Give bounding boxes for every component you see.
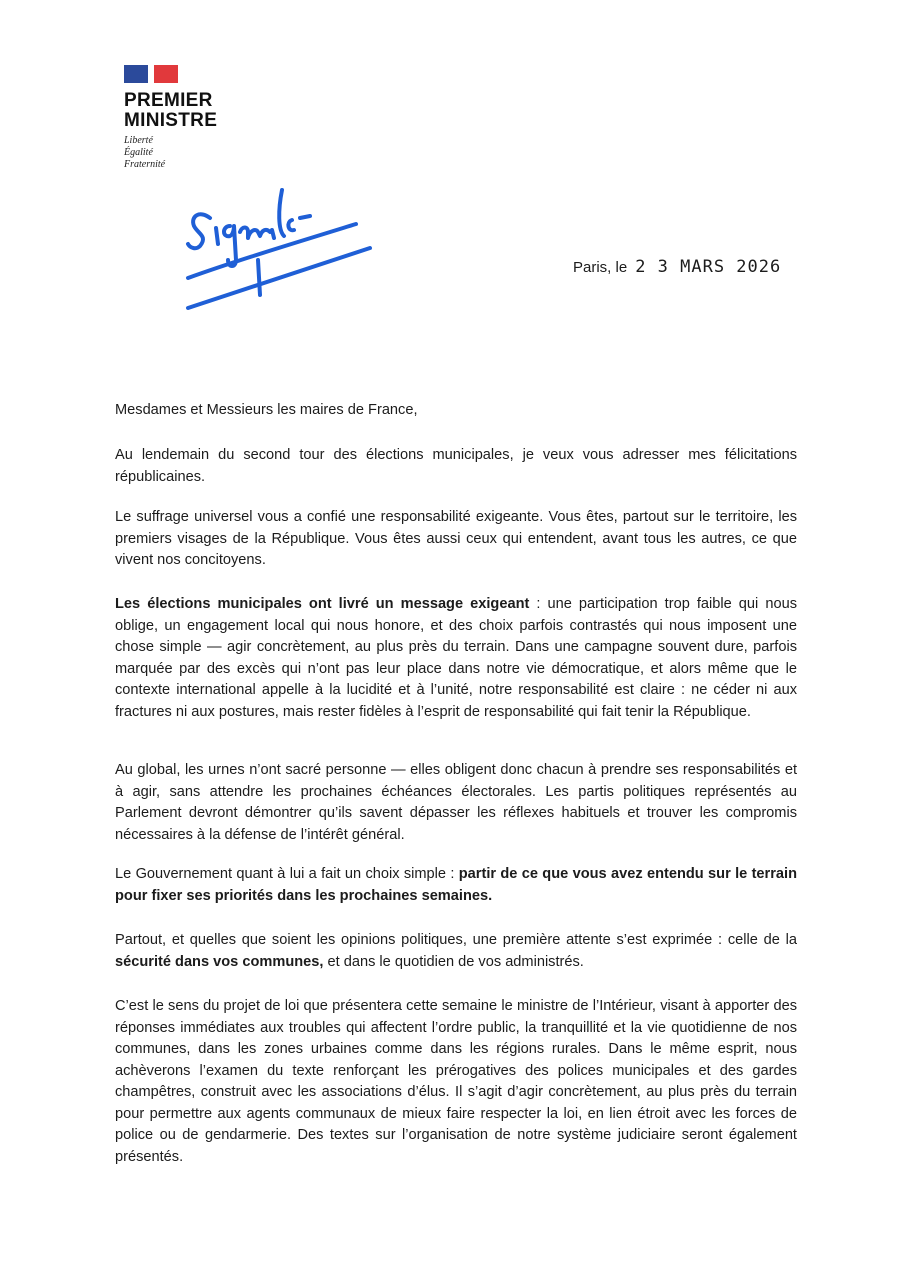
paragraph-4 xyxy=(115,760,797,846)
paragraph-bold-text: partir de ce que vous avez entendu sur le terrain pour fixer ses priorités dans les prochaines semaines. xyxy=(115,866,797,904)
institution-line1: PREMIER xyxy=(124,90,213,111)
paragraph-text: Partout, et quelles que soient les opinions politiques, une première attente s’est exprimée : celle de la xyxy=(115,932,797,948)
paragraph-text-tail: et dans le quotidien de vos administrés. xyxy=(323,953,584,970)
institution-name xyxy=(124,91,217,131)
paragraph-7 xyxy=(115,996,797,1168)
marianne-flag-icon xyxy=(124,65,178,83)
paragraph-text: : une participation trop faible qui nous oblige, un engagement local qui nous honore, et des choix parfois contrastés qui nous imposent une chose simple — agir concrètement, au plus près du terrain. Dans une campagne souvent dure, parfois marquée par des excès qui n’ont pas leur place dans notre vie démocratique, et alors même que le contexte international appelle à la lucidité et à l’unité, notre responsabilité est claire : ne céder ni aux fractures ni aux postures, mais rester fidèles à l’esprit de responsabilité qui fait tenir la République. xyxy=(115,596,797,720)
paragraph-bold-text: Les élections municipales ont livré un message exigeant xyxy=(115,596,530,612)
motto-fraternite: Fraternité xyxy=(124,159,166,170)
paragraph-1 xyxy=(115,445,797,488)
paragraph-5 xyxy=(115,864,797,907)
paragraph-bold-text: sécurité dans vos communes, xyxy=(115,953,324,970)
paragraph-text: Au lendemain du second tour des élections municipales, je veux vous adresser mes félicitations républicaines. xyxy=(115,447,797,485)
motto-liberte: Liberté xyxy=(124,135,153,146)
paragraph-text: Le Gouvernement quant à lui a fait un choix simple : xyxy=(115,866,459,882)
paragraph-6 xyxy=(115,930,797,973)
paragraph-2 xyxy=(115,507,797,572)
motto xyxy=(124,135,217,171)
premier-ministre-logo xyxy=(124,65,217,171)
institution-line2: MINISTRE xyxy=(124,110,218,131)
paragraph-text: Au global, les urnes n’ont sacré personne — elles obligent donc chacun à prendre ses responsabilités et à agir, sans attendre les prochaines échéances électorales. Les partis politiques représentés au Parlement devront démontrer qu’ils savent dépasser les réflexes habituels et trouver les compromis nécessaires à la défense de l’intérêt général. xyxy=(115,762,797,843)
paragraph-text: Le suffrage universel vous a confié une responsabilité exigeante. Vous êtes, partout sur le territoire, les premiers visages de la République. Vous êtes aussi ceux qui entendent, avant tous les autres, ce que vivent nos concitoyens. xyxy=(115,509,797,568)
motto-egalite: Égalité xyxy=(124,147,153,158)
handwritten-signature xyxy=(178,180,378,315)
date-stamp: 2 3 MARS 2026 xyxy=(635,257,782,277)
paragraph-3 xyxy=(115,594,797,723)
date-place: Paris, le xyxy=(573,259,628,276)
letter-date xyxy=(573,257,781,277)
paragraph-text: C’est le sens du projet de loi que présentera cette semaine le ministre de l’Intérieur, visant à apporter des réponses immédiates aux troubles qui affectent l’ordre public, la tranquillité et la vie quotidienne de nos communes, dans les zones urbaines comme dans les régions rurales. Dans le même esprit, nous achèverons l’examen du texte renforçant les prérogatives des polices municipales et des gardes champêtres, construit avec les associations d’élus. Il s’agit d’agir concrètement, au plus près du terrain pour permettre aux agents communaux de mieux faire respecter la loi, en lien étroit avec les forces de police ou de gendarmerie. Des textes sur l’organisation de notre système judiciaire seront également présentés. xyxy=(115,998,797,1165)
salutation: Mesdames et Messieurs les maires de France, xyxy=(115,402,418,418)
